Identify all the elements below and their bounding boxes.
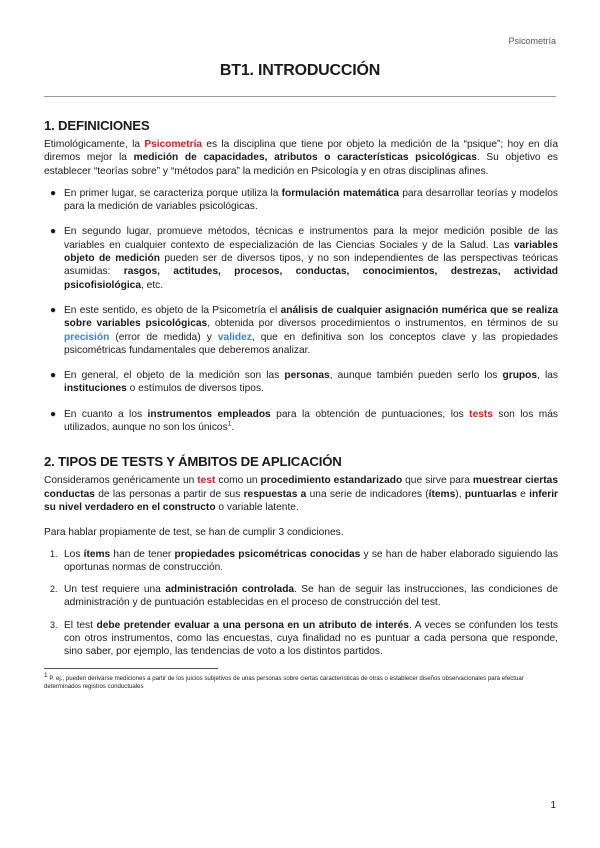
running-header: Psicometría [508,36,556,46]
list-item: 2. Un test requiere una administración controlada. Se han de seguir las instrucciones, las condiciones de administración y de puntuación establecidas en el proceso de construcción del test. [50,584,559,609]
footnote-reference: 1 [227,420,232,428]
list-item: 3. El test debe pretender evaluar a una persona en un atributo de interés. A veces se confunden los tests con otros instrumentos, como las encuestas, cuya finalidad no es puntuar a cada persona que responde, sino saber, por ejemplo, las tendencias de voto a los distintos partidos. [50,619,558,658]
conditions-intro: Para hablar propiamente de test, se han de cumplir 3 condiciones. [44,527,344,539]
list-item: ● En este sentido, es objeto de la Psicometría el análisis de cualquier asignación numérica que se realiza sobre variables psicológicas, obtenida por diversos procedimientos o instrumentos, en términos de su precisión (error de medida) y validez, que en definitiva son los conceptos clave y las propiedades psicométricas fundamentales que deberemos analizar. [50,304,558,356]
list-item: 1. Los ítems han de tener propiedades psicométricas conocidas y se han de haber elaborado siguiendo las oportunas normas de construcción. [50,548,558,573]
page-content [44,118,558,691]
term-precision: precisión [64,331,110,343]
page-number: 1 [550,800,556,811]
footnote-divider [44,668,218,669]
bullet-icon: ● [50,370,57,382]
bullet-icon: ● [50,408,57,420]
bullet-icon: ● [50,304,57,316]
list-item: ● En cuanto a los instrumentos empleados para la obtención de puntuaciones, los tests son los más utilizados, aunque no son los únicos$^1$. [50,408,559,434]
bullet-icon: ● [50,226,57,238]
term-psicometria: Psicometría [144,139,203,150]
definition-bullet-list [44,187,558,434]
document-title: BT1. INTRODUCCIÓN [219,62,381,79]
list-item: ● En general, el objeto de la medición son las personas, aunque también pueden serlo los grupos, las instituciones o estímulos de diversos tipos. [50,370,559,395]
title-divider [44,96,556,97]
section-heading-tipos-de-tests: 2. TIPOS DE TESTS Y ÁMBITOS DE APLICACIÓN [44,454,342,470]
term-tests: tests [469,408,493,420]
list-item: ● En segundo lugar, promueve métodos, técnicas e instrumentos para la mejor medición posible de las variables en cualquier contexto de especialización de las Ciencias Sociales y de la Salud. Las variables objeto de medición pueden ser de diversos tipos, y no son independientes de las perspectivas teóricas asumidas: rasgos, actitudes, procesos, conductas, conocimientos, destrezas, actividad psicofisiológica, etc. [50,226,558,291]
footnote: $^1$ P. ej., pueden derivarse mediciones a partir de los juicios subjetivos de unas personas sobre ciertas características de otras o establecer diseños observacionales para efectuar determinados registros conductuales [44,671,524,691]
conditions-list [44,548,558,659]
list-item: ● En primer lugar, se caracteriza porque utiliza la formulación matemática para desarrollar teorías y modelos para la medición de variables psicológicas. [50,187,558,213]
test-definition-paragraph: Consideramos genéricamente un test como un procedimiento estandarizado que sirve para muestrear ciertas conductas de las personas a partir de sus respuestas a una serie de indicadores (ítems), puntuarlas e inferir su nivel verdadero en el constructo o variable latente. [44,475,559,513]
term-test: test [197,475,216,487]
definition-paragraph: Etimológicamente, la Psicometría es la disciplina que tiene por objeto la medición de la “psique”; hoy en día diremos mejor la medición de capacidades, atributos o características psicológicas. Su objetivo es establecer “teorías sobre” y “métodos para” la medición en Psicología y en otras disciplinas afines. [44,139,558,177]
section-heading-definiciones: 1. DEFINICIONES [44,118,150,133]
term-validez: validez [217,331,252,343]
bullet-icon: ● [50,187,57,199]
